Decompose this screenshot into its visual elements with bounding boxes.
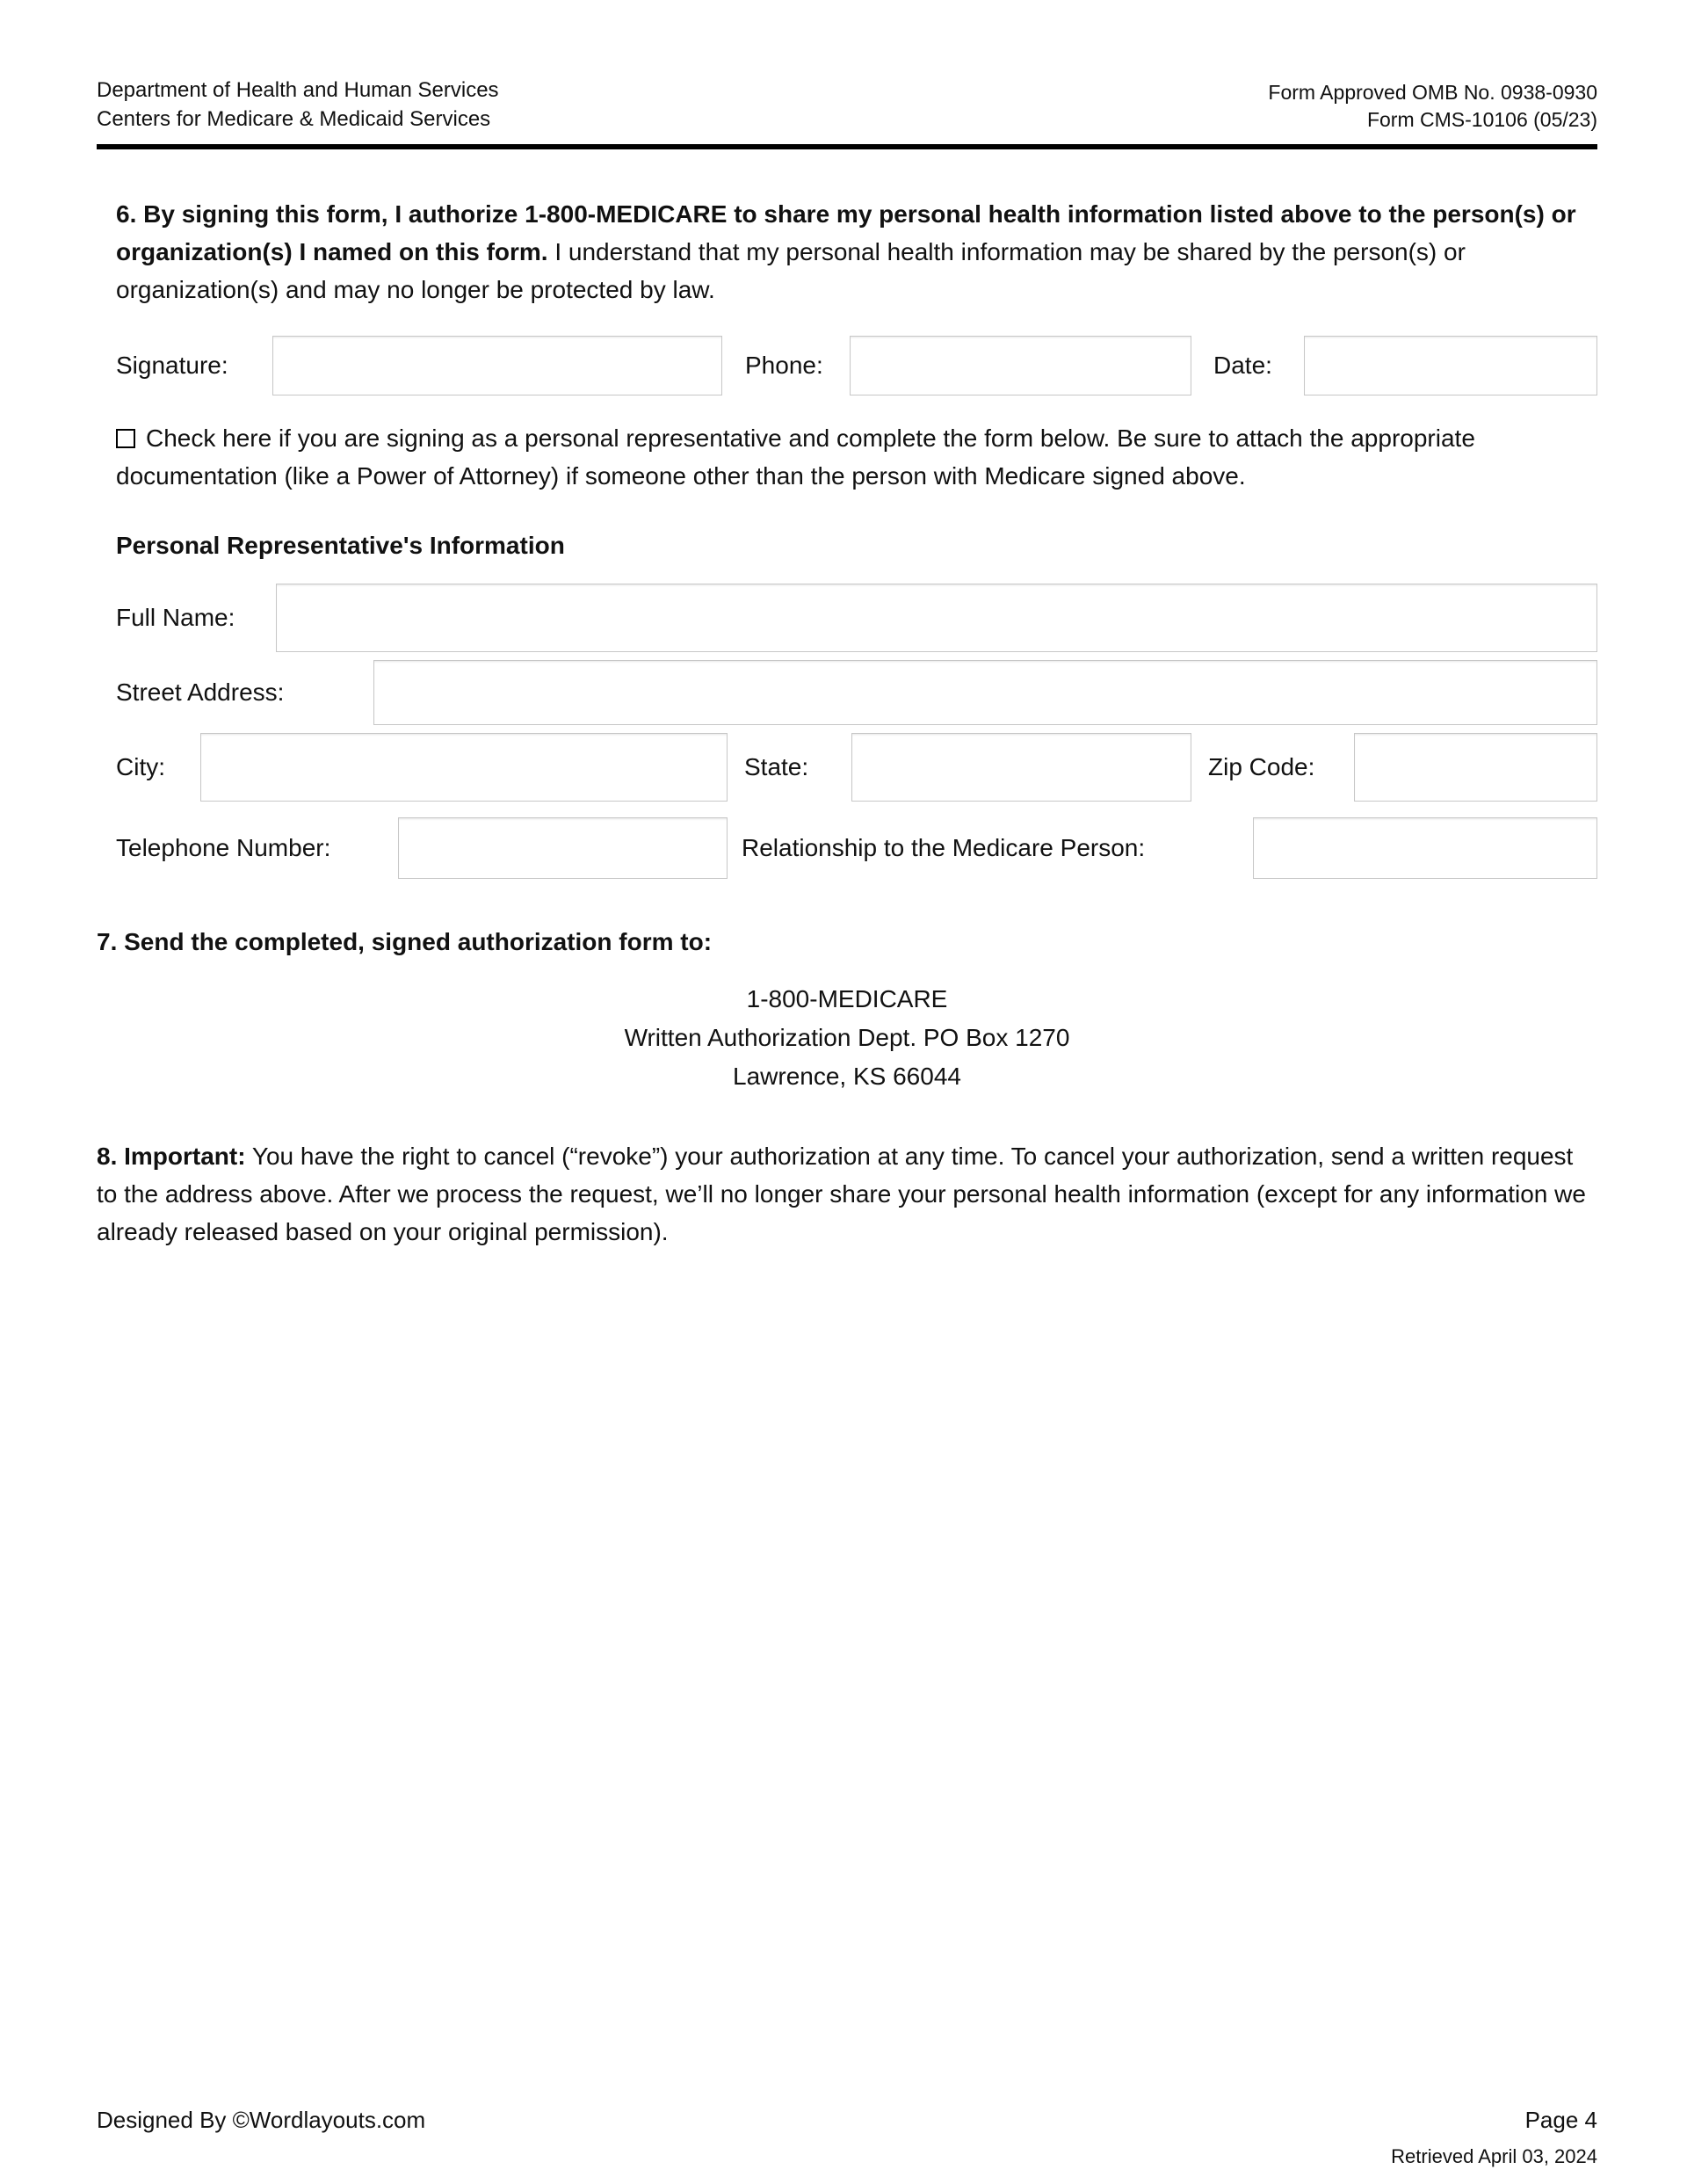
phone-input[interactable]	[850, 336, 1191, 395]
street-address-input[interactable]	[373, 660, 1597, 725]
city-label: City:	[116, 753, 165, 780]
signature-label: Signature:	[116, 352, 228, 379]
page-header	[97, 0, 1597, 134]
city-state-zip-row	[116, 733, 1597, 802]
omb-approval-number: Form Approved OMB No. 0938-0930	[1268, 81, 1597, 104]
full-name-label: Full Name:	[116, 604, 235, 631]
header-divider	[97, 144, 1597, 149]
telephone-number-label: Telephone Number:	[116, 834, 331, 861]
section-6-bold-text: 6. By signing this form, I authorize 1-800-MEDICARE to share my personal health information listed above to the person(s) or organization(s) I named on this form.	[116, 200, 1576, 265]
personal-representative-heading: Personal Representative's Information	[116, 532, 565, 559]
state-input[interactable]	[851, 733, 1191, 802]
section-6-regular-text: I understand that my personal health information may be shared by the person(s) or organization(s) and may no longer be protected by law.	[116, 238, 1466, 303]
designed-by-credit: Designed By ©Wordlayouts.com	[97, 2107, 426, 2133]
state-label: State:	[744, 753, 809, 780]
form-number: Form CMS-10106 (05/23)	[1366, 108, 1597, 131]
page-footer	[97, 2102, 1597, 2169]
phone-label: Phone:	[745, 352, 823, 379]
mailing-address-block	[97, 980, 1597, 1096]
agency-block	[97, 76, 499, 134]
section-6-paragraph	[116, 195, 1597, 308]
section-8-paragraph	[97, 1137, 1597, 1251]
agency-name-line2: Centers for Medicare & Medicaid Services	[97, 107, 491, 131]
section-8-regular-text: You have the right to cancel (“revoke”) your authorization at any time. To cancel your authorization, send a written request to the address above. After we process the request, we’ll no longer share your personal health information (except for any information we already released based on your original permission).	[97, 1143, 1586, 1245]
personal-representative-checkbox[interactable]	[116, 429, 135, 448]
street-address-row	[116, 660, 1597, 725]
date-input[interactable]	[1304, 336, 1597, 395]
section-6-block	[97, 195, 1597, 879]
zip-code-input[interactable]	[1354, 733, 1597, 802]
relationship-input[interactable]	[1253, 817, 1597, 879]
street-address-label: Street Address:	[116, 678, 285, 706]
relationship-label: Relationship to the Medicare Person:	[742, 834, 1146, 861]
section-8-bold-text: 8. Important:	[97, 1143, 246, 1170]
retrieved-date: Retrieved April 03, 2024	[1391, 2145, 1597, 2167]
signature-row	[116, 336, 1597, 395]
full-name-input[interactable]	[276, 584, 1597, 652]
signature-input[interactable]	[272, 336, 722, 395]
mailing-address-line3: Lawrence, KS 66044	[733, 1063, 961, 1090]
representative-check-paragraph	[116, 419, 1597, 495]
section-7-heading: 7. Send the completed, signed authorization form to:	[97, 928, 713, 955]
date-label: Date:	[1213, 352, 1272, 379]
representative-check-text: Check here if you are signing as a personal representative and complete the form below. Be sure to attach the appropriate documentation (like a Power of Attorney) if someone other than the person with Medicare signed above.	[116, 424, 1475, 490]
telephone-relationship-row	[116, 817, 1597, 879]
telephone-input[interactable]	[398, 817, 728, 879]
page-number: Page 4	[1524, 2107, 1597, 2133]
mailing-address-line1: 1-800-MEDICARE	[746, 985, 948, 1012]
mailing-address-line2: Written Authorization Dept. PO Box 1270	[624, 1024, 1070, 1051]
agency-name-line1: Department of Health and Human Services	[97, 78, 499, 102]
full-name-row	[116, 584, 1597, 652]
form-approval-block	[1268, 79, 1597, 134]
zip-code-label: Zip Code:	[1208, 753, 1315, 780]
city-input[interactable]	[200, 733, 728, 802]
